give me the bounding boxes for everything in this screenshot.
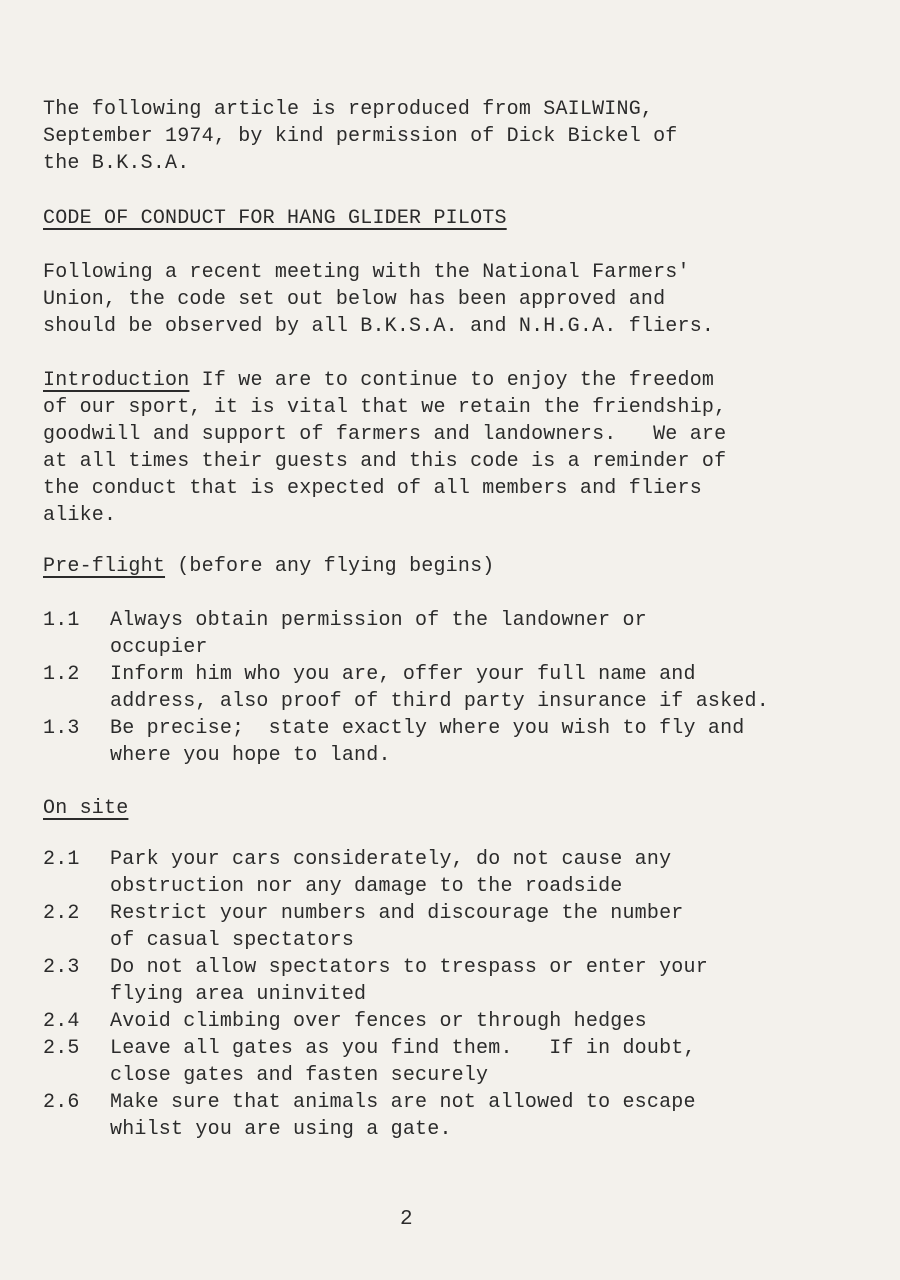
intro-paragraph: [43, 96, 843, 177]
item-number: 2.4: [43, 1010, 80, 1033]
introduction-line: alike.: [43, 504, 117, 527]
intro-line: September 1974, by kind permission of Dick Bickel of: [43, 125, 678, 148]
item-text: Make sure that animals are not allowed to escape: [110, 1091, 696, 1114]
item-text: obstruction nor any damage to the roadside: [110, 875, 623, 898]
page-number: 2: [400, 1208, 413, 1231]
item-number: 1.3: [43, 717, 80, 740]
list-item: [43, 1008, 843, 1035]
item-text: Be precise; state exactly where you wish to fly and: [110, 717, 745, 740]
approval-paragraph: [43, 259, 843, 340]
introduction-label: Introduction: [43, 369, 190, 392]
preflight-heading-block: [43, 553, 843, 580]
list-item: [43, 900, 843, 954]
preflight-label: Pre-flight: [43, 555, 166, 578]
item-text: Avoid climbing over fences or through hedges: [110, 1010, 647, 1033]
item-text: Do not allow spectators to trespass or enter your: [110, 956, 708, 979]
list-item: [43, 846, 843, 900]
item-text: occupier: [110, 636, 208, 659]
intro-line: The following article is reproduced from SAILWING,: [43, 98, 654, 121]
paragraph-line: Following a recent meeting with the National Farmers': [43, 261, 690, 284]
introduction-section: [43, 367, 843, 529]
item-text: Inform him who you are, offer your full name and: [110, 663, 696, 686]
introduction-first-line: [43, 367, 843, 394]
item-number: 2.1: [43, 848, 80, 871]
introduction-text: If we are to continue to enjoy the freedom: [189, 369, 715, 392]
list-item: [43, 715, 843, 769]
item-text: where you hope to land.: [110, 744, 391, 767]
item-text: of casual spectators: [110, 929, 355, 952]
list-item: [43, 1089, 843, 1143]
item-text: flying area uninvited: [110, 983, 367, 1006]
item-text: Always obtain permission of the landowner or: [110, 609, 647, 632]
list-item: [43, 1035, 843, 1089]
introduction-line: at all times their guests and this code is a reminder of: [43, 450, 727, 473]
introduction-line: of our sport, it is vital that we retain the friendship,: [43, 396, 727, 419]
item-text: close gates and fasten securely: [110, 1064, 489, 1087]
paragraph-line: Union, the code set out below has been approved and: [43, 288, 666, 311]
item-number: 2.5: [43, 1037, 80, 1060]
item-text: Leave all gates as you find them. If in doubt,: [110, 1037, 696, 1060]
paragraph-line: should be observed by all B.K.S.A. and N.H.G.A. fliers.: [43, 315, 715, 338]
item-number: 2.2: [43, 902, 80, 925]
heading-block: [43, 205, 843, 232]
onsite-heading-block: [43, 795, 843, 822]
onsite-list: [43, 846, 843, 1143]
introduction-line: goodwill and support of farmers and landowners. We are: [43, 423, 727, 446]
preflight-list: [43, 607, 843, 769]
intro-line: the B.K.S.A.: [43, 152, 190, 175]
list-item: [43, 607, 843, 661]
list-item: [43, 954, 843, 1008]
item-number: 1.2: [43, 663, 80, 686]
item-text: whilst you are using a gate.: [110, 1118, 452, 1141]
item-number: 2.3: [43, 956, 80, 979]
item-text: address, also proof of third party insurance if asked.: [110, 690, 769, 713]
preflight-note: (before any flying begins): [165, 555, 495, 578]
document-heading: CODE OF CONDUCT FOR HANG GLIDER PILOTS: [43, 207, 507, 230]
list-item: [43, 661, 843, 715]
item-number: 1.1: [43, 609, 80, 632]
item-number: 2.6: [43, 1091, 80, 1114]
preflight-heading: [43, 553, 843, 580]
item-text: Park your cars considerately, do not cause any: [110, 848, 672, 871]
introduction-line: the conduct that is expected of all members and fliers: [43, 477, 702, 500]
onsite-heading: On site: [43, 797, 129, 820]
item-text: Restrict your numbers and discourage the number: [110, 902, 684, 925]
